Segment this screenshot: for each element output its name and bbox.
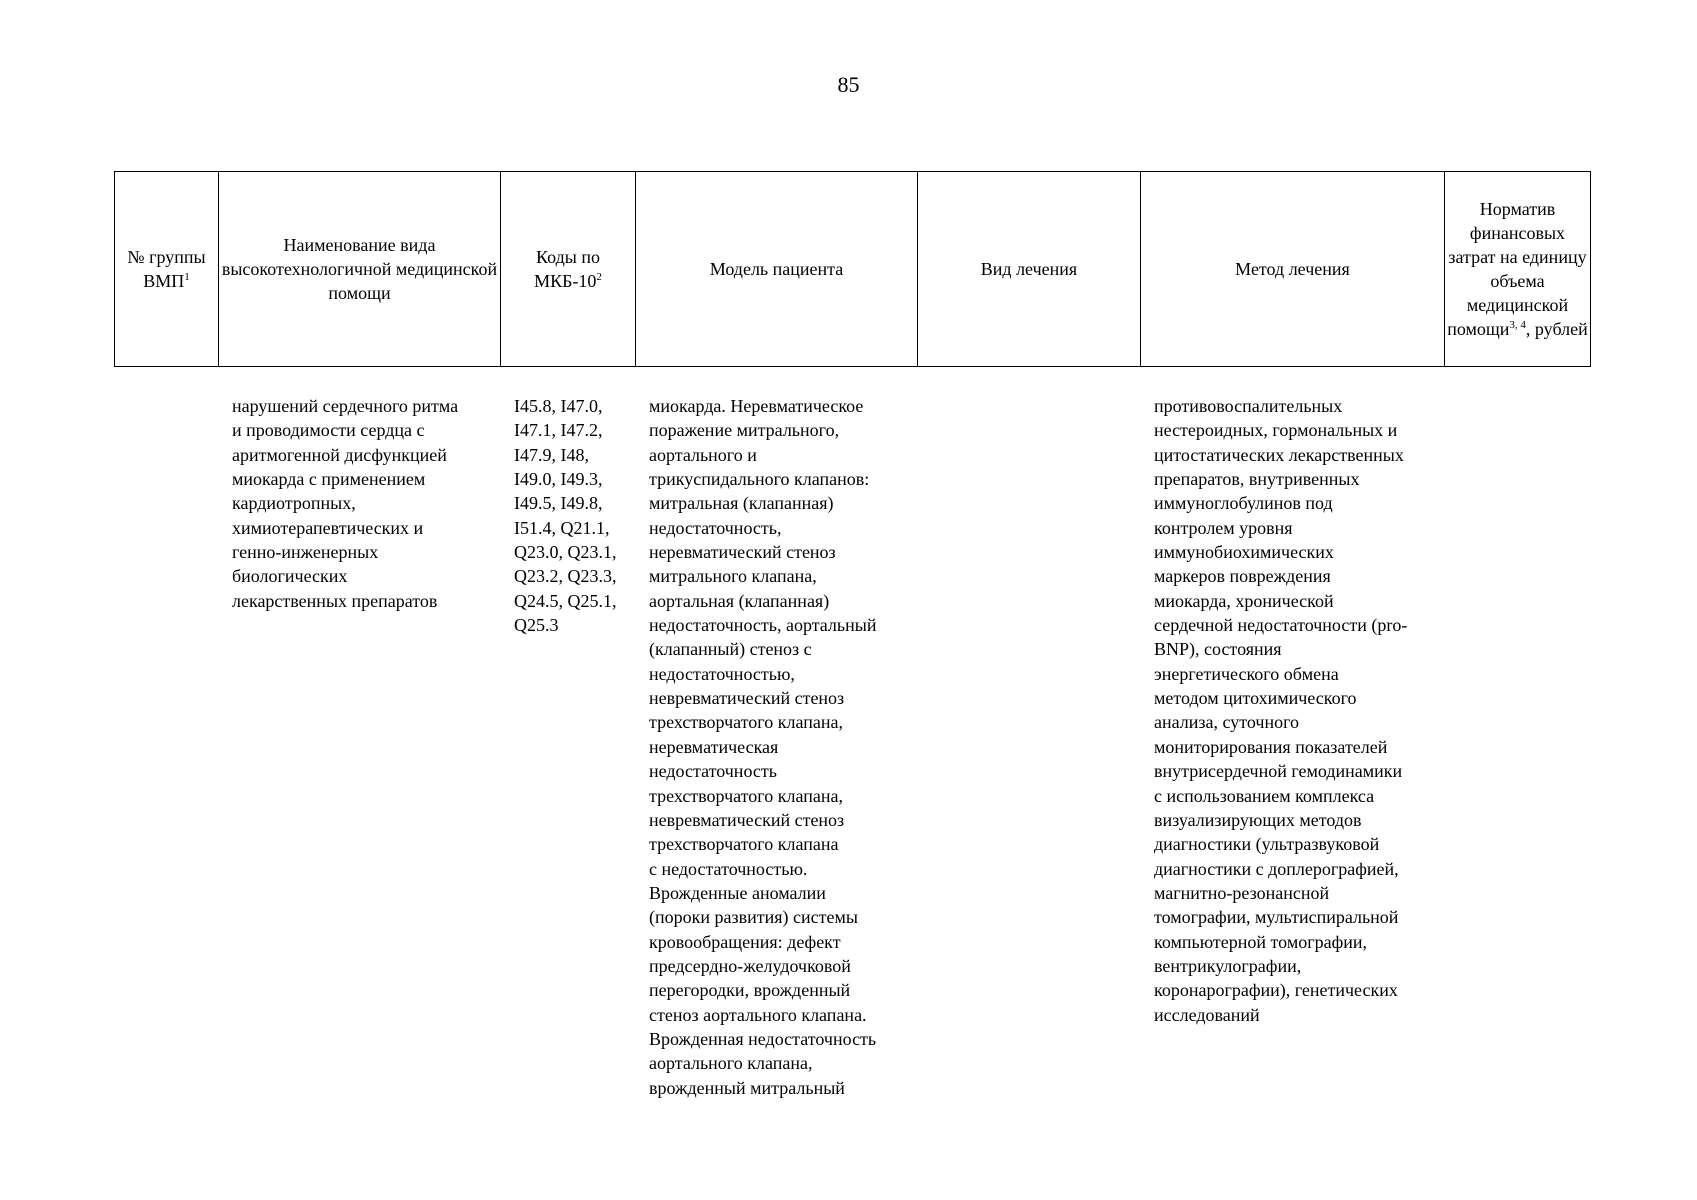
- header-icd-codes: Коды по МКБ-$10^2$: [501, 172, 636, 367]
- page-number: 85: [837, 72, 860, 97]
- row-treatment-method: противовоспалительных нестероидных, гормональных и цитостатических лекарственных препаратов, внутривенных иммуноглобулинов под контролем уровня иммунобиохимических маркеров повреждения миокарда, хронической сердечной недостаточности (pro- BNP), состояния энергетического обмена методом цитохимического анализа, суточного мониторирования показателей внутрисердечной гемодинамики с использованием комплекса визуализирующих методов диагностики (ультразвуковой диагностики с доплерографией, магнитно-резонансной томографии, мультиспиральной компьютерной томографии, вентрикулографии, коронарографии), генетических исследований: [1154, 396, 1408, 1025]
- table-header: [114, 171, 1591, 367]
- header-care-name: Наименование вида высокотехнологичной медицинской помощи: [219, 172, 501, 367]
- row-patient-model: миокарда. Неревматическое поражение митрального, аортального и трикуспидального клапанов: митральная (клапанная) недостаточность, неревматический стеноз митрального клапана, аортальная (клапанная) недостаточность, аортальный (клапанный) стеноз с недостаточностью, невревматический стеноз трехстворчатого клапана, неревматическая недостаточность трехстворчатого клапана, невревматический стеноз трехстворчатого клапана с недостаточностью. Врожденные аномалии (пороки развития) системы кровообращения: дефект предсердно-желудочковой перегородки, врожденный стеноз аортального клапана. Врожденная недостаточность аортального клапана, врожденный митральный: [649, 396, 877, 1098]
- header-cost-norm: Норматив финансовых затрат на единицу объема медицинской помощи$^{3, 4}$, рублей: [1445, 172, 1591, 367]
- header-group-number: № группы ВМП$^1$: [115, 172, 219, 367]
- header-treatment-method: Метод лечения: [1141, 172, 1445, 367]
- header-treatment-type: Вид лечения: [918, 172, 1141, 367]
- row-icd-codes: I45.8, I47.0, I47.1, I47.2, I47.9, I48, I49.0, I49.3, I49.5, I49.8, I51.4, Q21.1, Q23.0, Q23.1, Q23.2, Q23.3, Q24.5, Q25.1, Q25.3: [514, 396, 617, 636]
- header-patient-model: Модель пациента: [636, 172, 918, 367]
- row-care-name: нарушений сердечного ритма и проводимости сердца с аритмогенной дисфункцией миокарда с применением кардиотропных, химиотерапевтических и генно-инженерных биологических лекарственных препаратов: [232, 396, 459, 611]
